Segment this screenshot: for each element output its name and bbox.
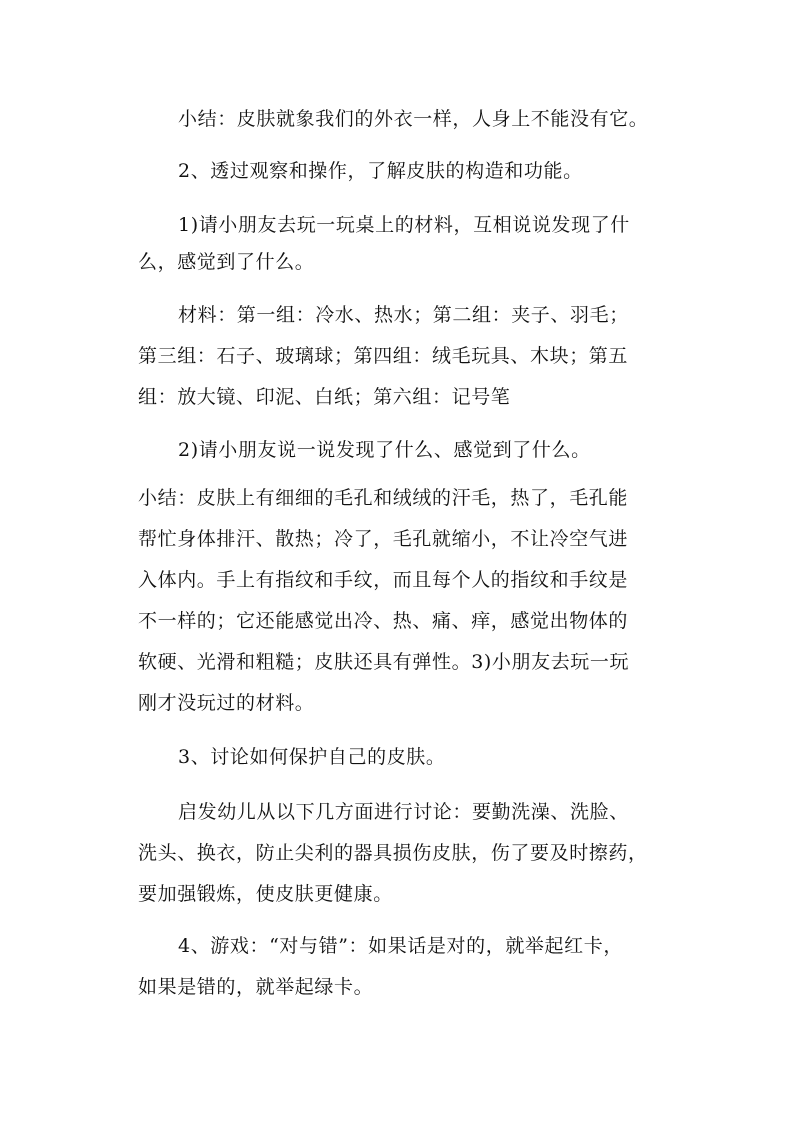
activity-2-line: 2)请小朋友说一说发现了什么、感觉到了什么。	[178, 439, 591, 461]
summary-paragraph-line: 小结：皮肤就象我们的外衣一样，人身上不能没有它。	[178, 108, 649, 130]
step-2-heading: 2、透过观察和操作，了解皮肤的构造和功能。	[178, 160, 583, 182]
discussion-line: 启发幼儿从以下几方面进行讨论：要勤洗澡、洗脸、	[178, 801, 629, 823]
materials-line: 组：放大镜、印泥、白纸；第六组：记号笔	[138, 386, 511, 408]
game-line: 4、游戏：“对与错”：如果话是对的，就举起红卡，	[178, 935, 623, 957]
activity-1-line: 1)请小朋友去玩一玩桌上的材料，互相说说发现了什	[178, 214, 630, 236]
materials-line: 材料：第一组：冷水、热水；第二组：夹子、羽毛；	[178, 304, 629, 326]
summary-2-line: 帮忙身体排汗、散热；冷了，毛孔就缩小，不让冷空气进	[138, 528, 629, 550]
summary-2-line: 刚才没玩过的材料。	[138, 692, 315, 714]
discussion-line: 洗头、换衣，防止尖利的器具损伤皮肤，伤了要及时擦药，	[138, 842, 648, 864]
summary-2-line: 入体内。手上有指纹和手纹，而且每个人的指纹和手纹是	[138, 569, 629, 591]
discussion-line: 要加强锻炼，使皮肤更健康。	[138, 883, 393, 905]
summary-2-line: 不一样的；它还能感觉出冷、热、痛、痒，感觉出物体的	[138, 610, 629, 632]
summary-2-line: 软硬、光滑和粗糙；皮肤还具有弹性。3)小朋友去玩一玩	[138, 651, 630, 673]
step-3-heading: 3、讨论如何保护自己的皮肤。	[178, 746, 446, 768]
materials-line: 第三组：石子、玻璃球；第四组：绒毛玩具、木块；第五	[138, 345, 629, 367]
summary-2-line: 小结：皮肤上有细细的毛孔和绒绒的汗毛，热了，毛孔能	[138, 487, 629, 509]
game-line: 如果是错的，就举起绿卡。	[138, 976, 374, 998]
activity-1-line: 么，感觉到了什么。	[138, 251, 315, 273]
